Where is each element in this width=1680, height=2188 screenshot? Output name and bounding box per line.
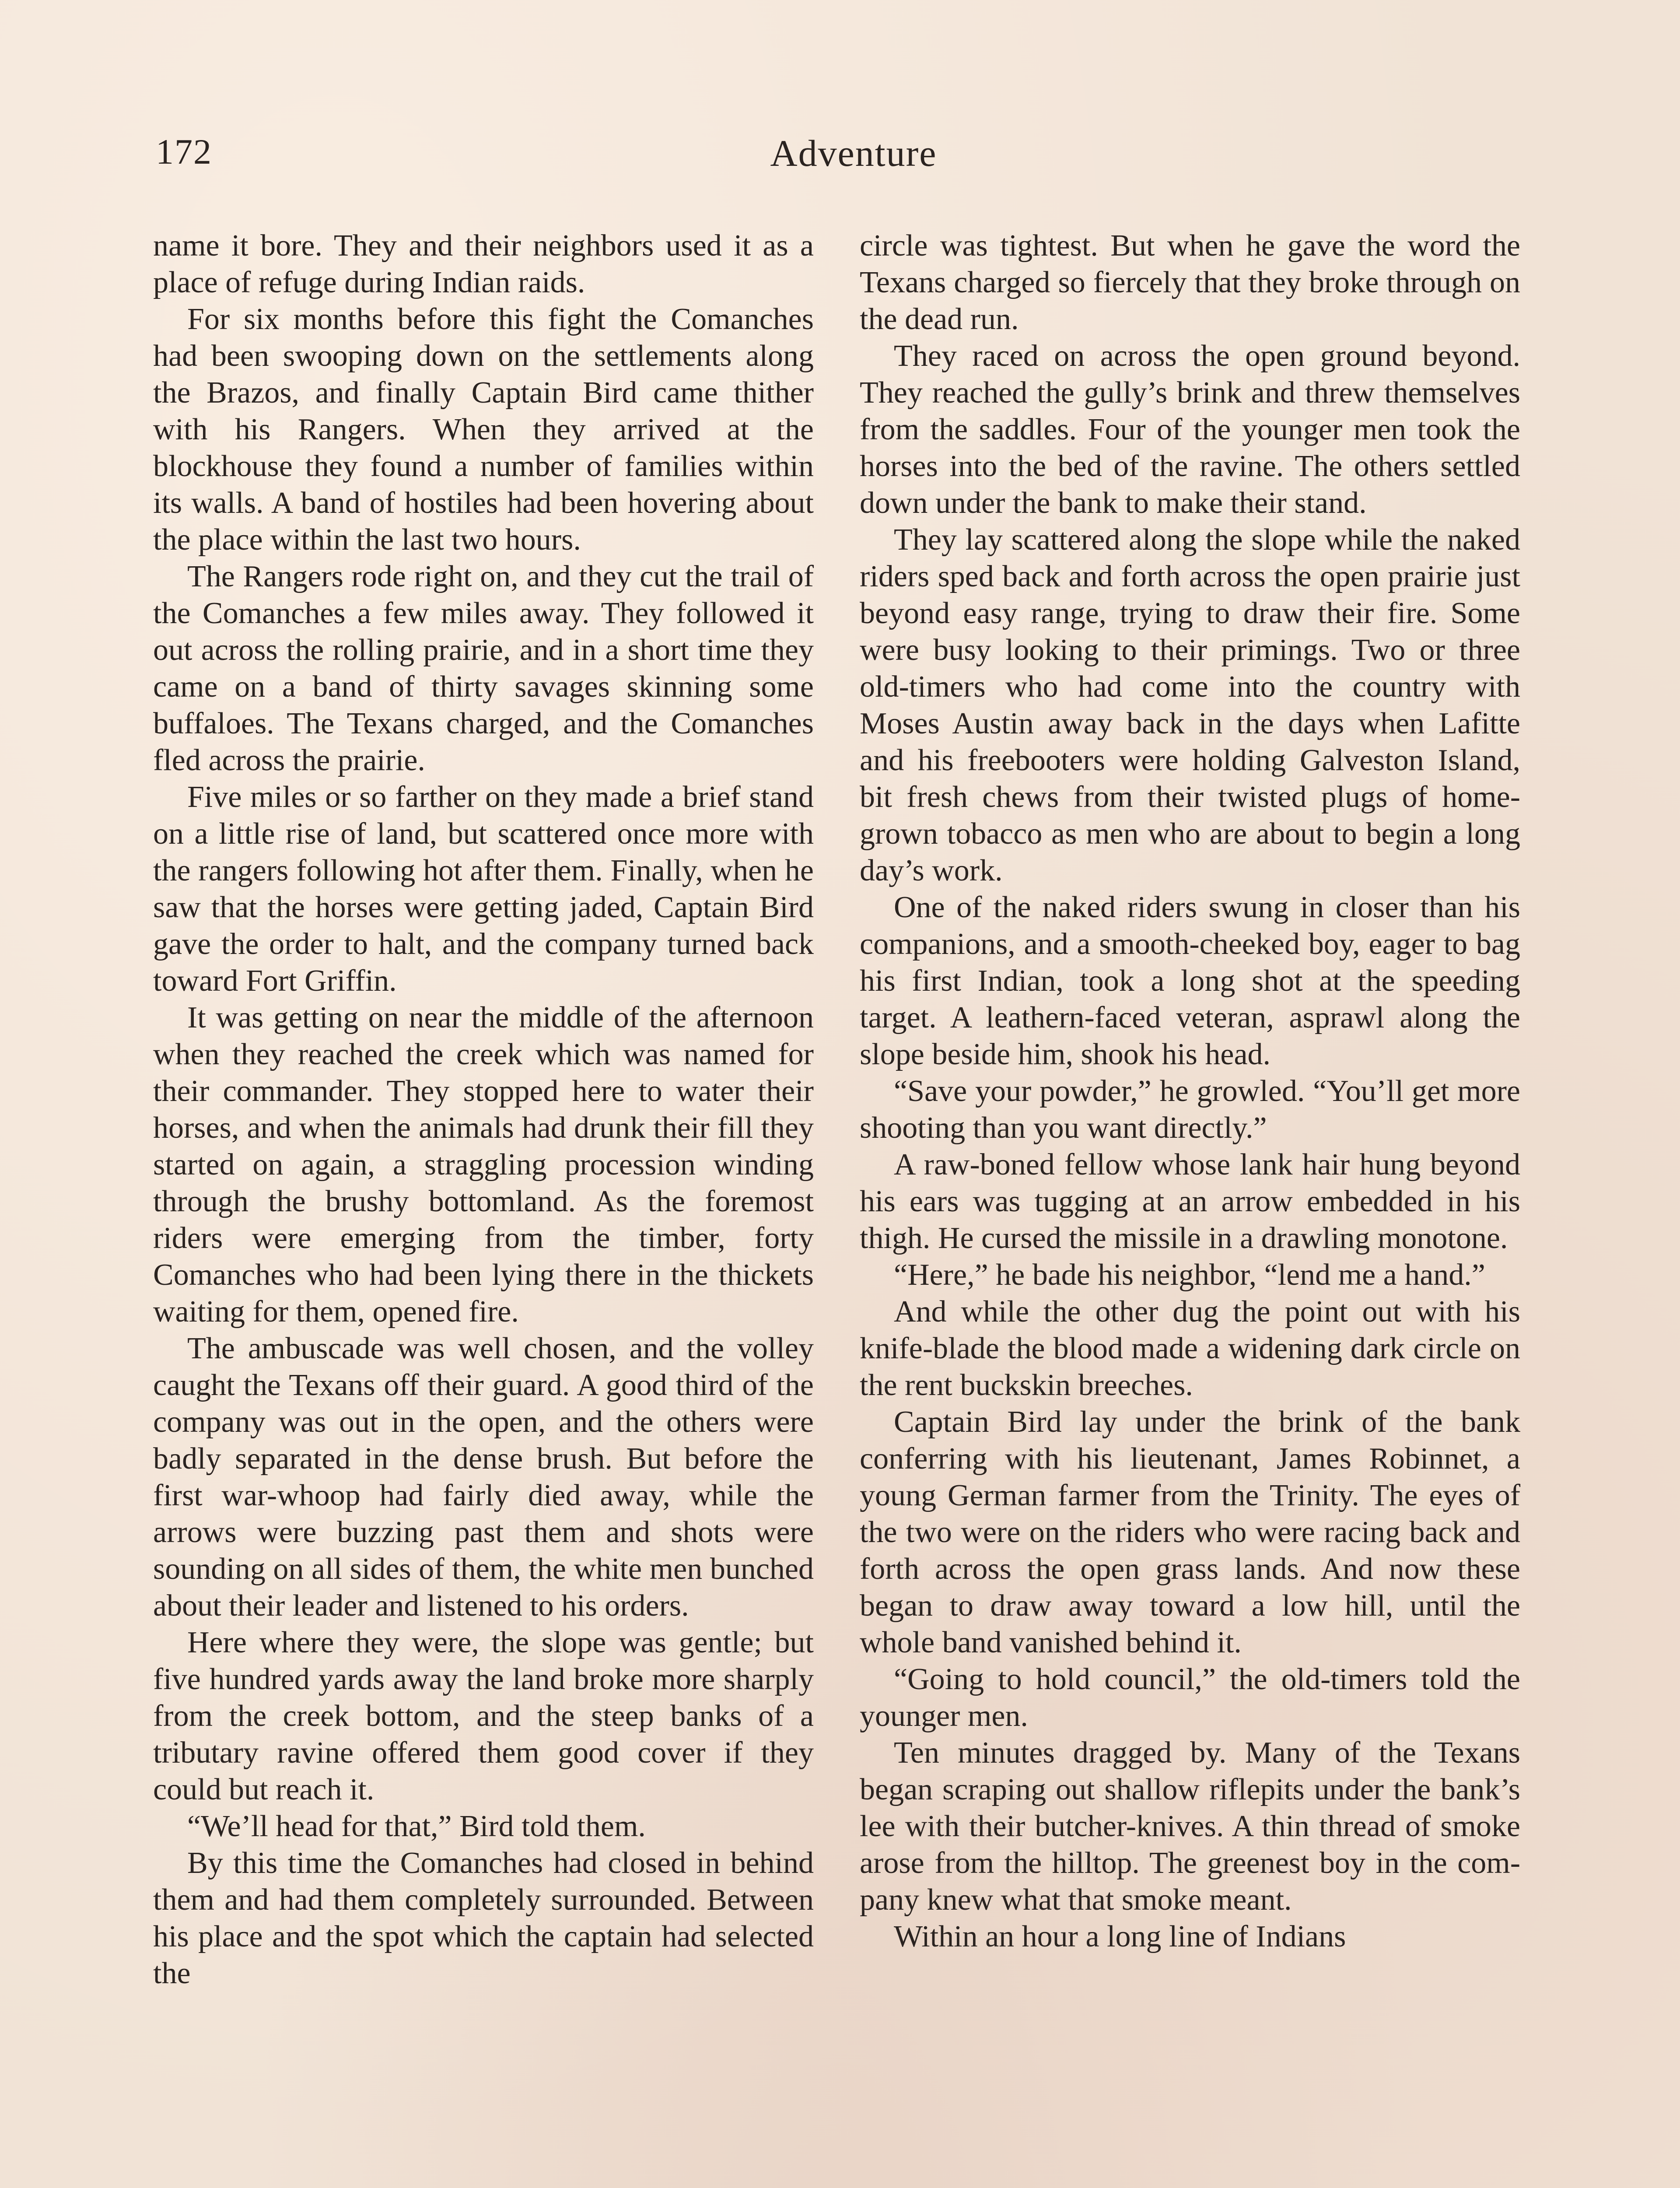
paragraph: Within an hour a long line of Indians: [894, 1920, 1346, 1953]
paragraph: name it bore. They and their neighbors used it as a place of refuge during Indian raids.: [153, 229, 814, 299]
paragraph: They raced on across the open ground beyond. They reached the gully’s brink and threw themselves from the saddles. Four of the younger men took the horses into the bed of the ravine. The others settled down under the bank to make their stand.: [860, 339, 1520, 520]
running-title: Adventure: [770, 132, 937, 174]
paragraph: Here where they were, the slope was gentle; but five hundred yards away the land broke more sharply from the creek bottom, and the steep banks of a tributary ravine offered them good cover if they could but reach it.: [153, 1626, 814, 1806]
paragraph: They lay scattered along the slope while the naked riders sped back and forth across the open prairie just beyond easy range, trying to draw their fire. Some were busy looking to their primings. Two or three old-timers who had come into the country with Moses Austin away back in the days when Lafitte and his freebooters were holding Galveston Island, bit fresh chews from their twisted plugs of homegrown tobacco as men who are about to begin a long day’s work.: [860, 523, 1520, 887]
paragraph: “Save your powder,” he growled. “You’ll get more shooting than you want directly.”: [860, 1074, 1520, 1145]
paragraph: “Going to hold council,” the old-timers told the younger men.: [860, 1662, 1520, 1733]
paragraph: A raw-boned fellow whose lank hair hung beyond his ears was tugging at an arrow embedded in his thigh. He cursed the missile in a drawling monotone.: [860, 1148, 1520, 1255]
paragraph: circle was tightest. But when he gave the word the Texans charged so fiercely that they broke through on the dead run.: [860, 229, 1520, 336]
paragraph: Captain Bird lay under the brink of the bank conferring with his lieutenant, James Robinnet, a young German farmer from the Trinity. The eyes of the two were on the riders who were racing back and forth across the open grass lands. And now these began to draw away toward a low hill, until the whole band vanished behind it.: [860, 1405, 1520, 1659]
page-number: 172: [156, 132, 212, 172]
paragraph: The Rangers rode right on, and they cut the trail of the Comanches a few miles away. They followed it out across the rolling prairie, and in a short time they came on a band of thirty savages skinning some buffaloes. The Texans charged, and the Comanches fled across the prairie.: [153, 560, 814, 777]
left-column: [153, 228, 814, 1992]
paragraph: By this time the Comanches had closed in behind them and had them completely surrounded. Between his place and the spot which the captain had selected the: [153, 1846, 814, 1990]
paragraph: It was getting on near the middle of the afternoon when they reached the creek which was named for their commander. They stopped here to water their horses, and when the animals had drunk their fill they started on again, a straggling procession winding through the brushy bottomland. As the foremost riders were emerging from the timber, forty Comanches who had been lying there in the thickets waiting for them, opened fire.: [153, 1001, 814, 1329]
paragraph: Ten minutes dragged by. Many of the Texans began scraping out shallow riflepits under the bank’s lee with their butcher-knives. A thin thread of smoke arose from the hilltop. The greenest boy in the company knew what that smoke meant.: [860, 1736, 1520, 1917]
paragraph: The ambuscade was well chosen, and the volley caught the Texans off their guard. A good third of the company was out in the open, and the others were badly separated in the dense brush. But before the first war-whoop had fairly died away, while the arrows were buzzing past them and shots were sounding on all sides of them, the white men bunched about their leader and listened to his orders.: [153, 1332, 814, 1623]
right-column: [860, 228, 1520, 1955]
paragraph: “Here,” he bade his neighbor, “lend me a hand.”: [894, 1258, 1485, 1292]
paragraph: One of the naked riders swung in closer than his companions, and a smooth-cheeked boy, eager to bag his first Indian, took a long shot at the speeding target. A leathern-faced veteran, asprawl along the slope beside him, shook his head.: [860, 891, 1520, 1071]
paragraph: For six months before this fight the Comanches had been swooping down on the settlements along the Brazos, and finally Captain Bird came thither with his Rangers. When they arrived at the blockhouse they found a number of families within its walls. A band of hostiles had been hovering about the place within the last two hours.: [153, 302, 814, 557]
paragraph: “We’ll head for that,” Bird told them.: [187, 1809, 646, 1843]
page-header: [156, 131, 1534, 197]
paragraph: Five miles or so farther on they made a brief stand on a little rise of land, but scattered once more with the rangers following hot after them. Finally, when he saw that the horses were getting jaded, Captain Bird gave the order to halt, and the company turned back toward Fort Griffin.: [153, 780, 814, 998]
paragraph: And while the other dug the point out with his knife-blade the blood made a widening dark circle on the rent buckskin breeches.: [860, 1295, 1520, 1402]
